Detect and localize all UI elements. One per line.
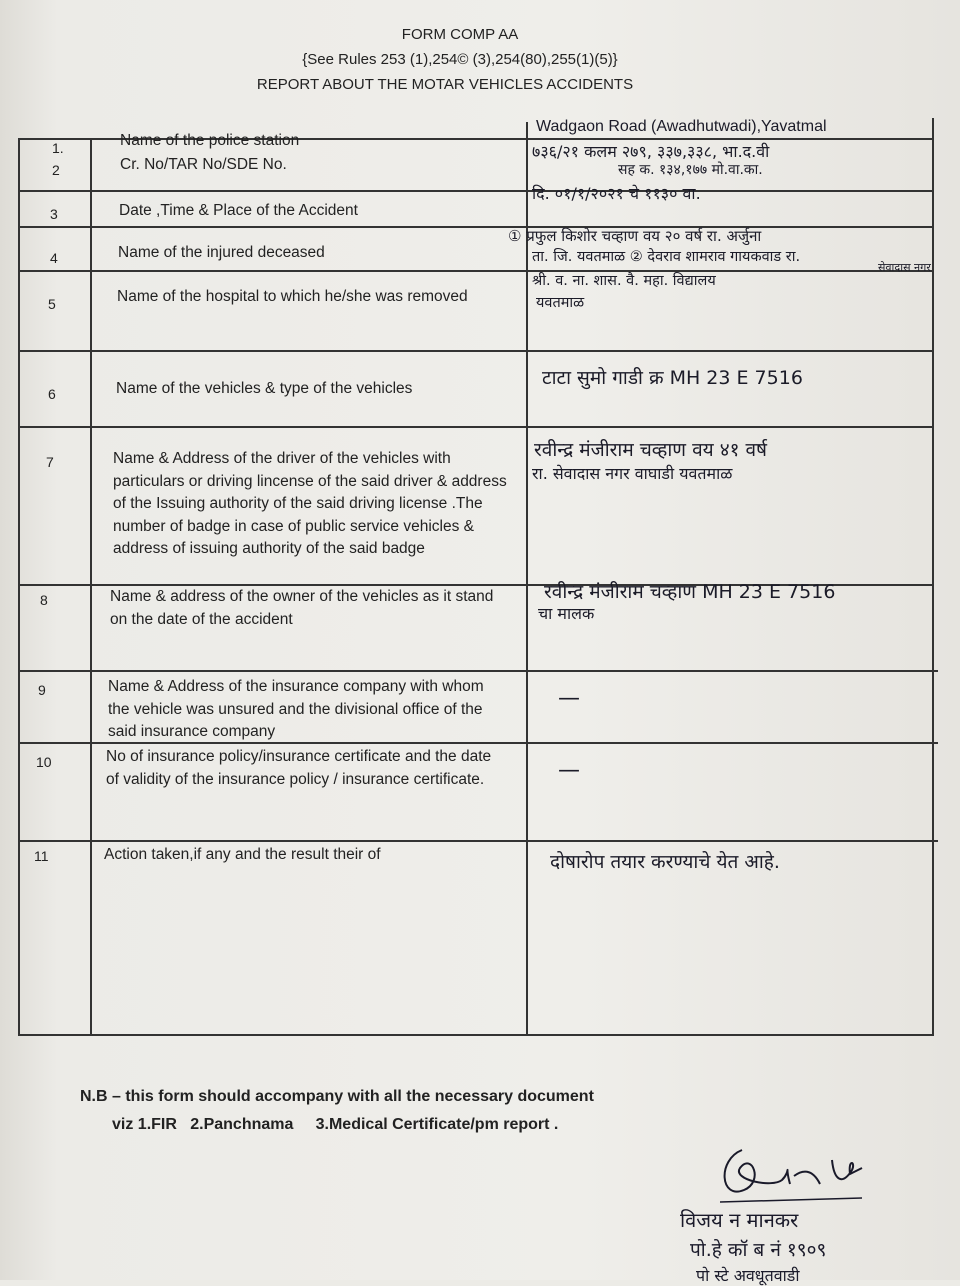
table-border-right — [932, 118, 934, 1036]
table-border-bottom — [18, 1034, 934, 1036]
answer-crime-number: ७३६/२१ कलम २७९, ३३७,३३८, भा.द.वी — [532, 142, 770, 161]
answer-crime-number-line2: सह क. १३४,१७७ मो.वा.का. — [618, 162, 763, 178]
row-label-action-taken: Action taken,if any and the result their of — [104, 846, 381, 863]
row-line — [18, 190, 934, 192]
row-label-crime-number: Cr. No/TAR No/SDE No. — [120, 156, 287, 173]
column-divider-2 — [526, 122, 528, 1036]
row-number: 4 — [50, 250, 58, 266]
nb-note-line1: N.B – this form should accompany with all the necessary document — [80, 1088, 594, 1105]
signature-post: पो.हे कॉ ब नं १९०९ — [690, 1239, 827, 1261]
answer-hospital-line2: यवतमाळ — [536, 295, 585, 311]
answer-vehicle: टाटा सुमो गाडी क्र MH 23 E 7516 — [542, 367, 803, 389]
row-label-driver: Name & Address of the driver of the vehicles with particulars or driving lincense of the said driver & address of the Issuing authority of the said driving license .The number of badge in case of public service vehicles & address of issuing authority of the said badge — [113, 450, 507, 557]
answer-injured-line3: सेवादास नगर — [878, 261, 931, 274]
answer-owner-line2: चा मालक — [538, 604, 595, 623]
row-number: 1. — [52, 140, 64, 156]
row-line — [18, 350, 934, 352]
row-line — [18, 426, 934, 428]
row-label-date-time-place: Date ,Time & Place of the Accident — [119, 202, 358, 219]
report-title: REPORT ABOUT THE MOTAR VEHICLES ACCIDENTS — [256, 76, 634, 93]
row-label-insurance-company: Name & Address of the insurance company with whom the vehicle was unsured and the divisional office of the said insurance company — [108, 678, 484, 740]
answer-police-station: Wadgaon Road (Awadhutwadi),Yavatmal — [536, 118, 827, 135]
answer-owner: रवीन्द्र मंजीराम चव्हाण MH 23 E 7516 — [544, 581, 836, 603]
row-line — [18, 840, 938, 842]
row-label-hospital: Name of the hospital to which he/she was removed — [117, 288, 468, 305]
row-label-injured-deceased: Name of the injured deceased — [118, 244, 325, 261]
answer-injured-line2: ता. जि. यवतमाळ ② देवराव शामराव गायकवाड रा. — [532, 249, 801, 265]
row-label-police-station: Name of the police station — [120, 132, 300, 149]
answer-action-taken: दोषारोप तयार करण्याचे येत आहे. — [550, 851, 780, 873]
row-number: 2 — [52, 162, 60, 178]
answer-driver: रवीन्द्र मंजीराम चव्हाण वय ४१ वर्ष — [534, 439, 768, 461]
form-title: FORM COMP AA — [401, 26, 519, 43]
answer-hospital: श्री. व. ना. शास. वै. महा. विद्यालय — [532, 273, 716, 289]
signature-office: पो स्टे अवधूतवाडी — [696, 1266, 800, 1285]
answer-insurance-company: — — [558, 686, 580, 711]
row-number: 10 — [36, 754, 52, 770]
nb-note-line2: viz 1.FIR 2.Panchnama 3.Medical Certificate/pm report . — [112, 1116, 559, 1133]
column-divider-1 — [90, 140, 92, 1036]
answer-insurance-policy: — — [558, 758, 580, 783]
row-line — [18, 670, 938, 672]
signature-name: विजय न मानकर — [680, 1208, 799, 1232]
row-number: 5 — [48, 296, 56, 312]
row-number: 11 — [34, 848, 49, 864]
answer-date-time: दि. ०१/१/२०२१ चे ११३० वा. — [532, 184, 701, 203]
accident-report-table — [18, 118, 958, 1036]
row-number: 6 — [48, 386, 56, 402]
row-number: 7 — [46, 454, 54, 470]
row-label-vehicle: Name of the vehicles & type of the vehicles — [116, 380, 413, 397]
table-border-left — [18, 140, 20, 1036]
row-label-owner: Name & address of the owner of the vehicles as it stand on the date of the accident — [110, 588, 494, 628]
signature-scribble-icon — [712, 1140, 872, 1210]
row-number: 8 — [40, 592, 48, 608]
row-label-insurance-policy: No of insurance policy/insurance certificate and the date of validity of the insurance policy / insurance certificate. — [106, 748, 492, 788]
row-line — [18, 226, 934, 228]
row-number: 3 — [50, 206, 58, 222]
row-line — [18, 270, 934, 272]
answer-driver-line2: रा. सेवादास नगर वाघाडी यवतमाळ — [532, 464, 733, 483]
row-number: 9 — [38, 682, 46, 698]
rules-reference: {See Rules 253 (1),254© (3),254(80),255(1)(5)} — [302, 51, 618, 68]
answer-injured-line1: ① प्रफुल किशोर चव्हाण वय २० वर्ष रा. अर्जुना — [508, 227, 762, 245]
